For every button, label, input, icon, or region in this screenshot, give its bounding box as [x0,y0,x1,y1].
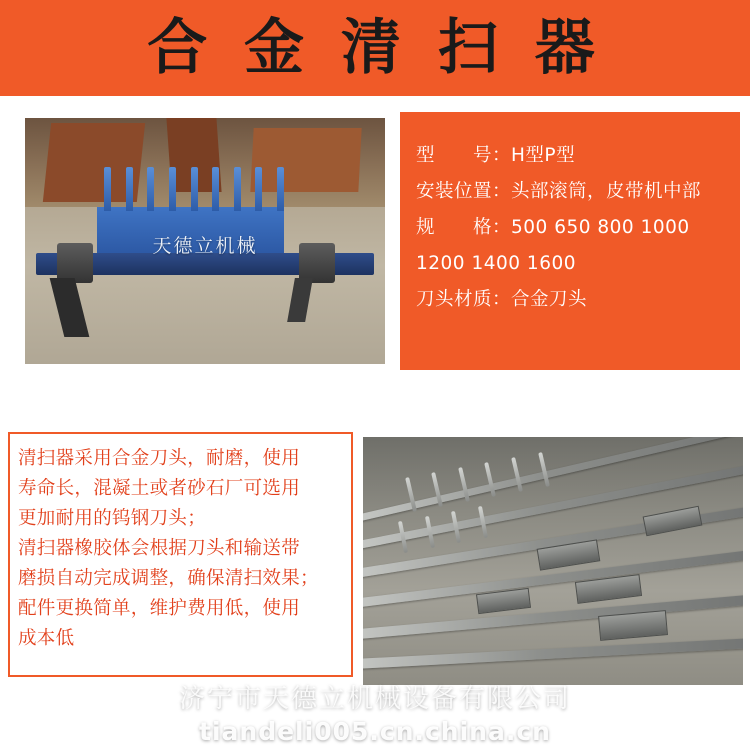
cleaner-tooth [104,167,111,211]
description-line: 清扫器橡胶体会根据刀头和输送带 [18,537,301,559]
cleaner-tooth [191,167,198,211]
spec-sizes-line1: 规 格：500 650 800 1000 [416,217,690,239]
footer-watermark [0,678,750,746]
description-line: 更加耐用的钨钢刀头； [18,507,207,529]
spec-blade-material: 刀头材质：合金刀头 [416,289,588,311]
cleaner-tooth [234,167,241,211]
photo-watermark: 天德立机械 [152,235,258,258]
page-title: 合 金 清 扫 器 [147,13,603,83]
description-line: 成本低 [18,627,75,649]
product-photo-stack [363,437,743,685]
cleaner-tooth [126,167,133,211]
spec-install-position: 安装位置：头部滚筒，皮带机中部 [416,181,702,203]
description-line: 清扫器采用合金刀头，耐磨，使用 [18,448,301,469]
cleaner-tooth [169,167,176,211]
photo-wood-plank-3 [250,128,361,192]
cleaner-tooth [147,167,154,211]
cleaner-tooth [255,167,262,211]
cleaner-tooth [277,167,284,211]
product-photo-main [22,115,388,367]
description-box [8,432,353,677]
description-line: 磨损自动完成调整，确保清扫效果； [18,567,319,589]
company-name: 济宁市天德立机械设备有限公司 [178,684,571,714]
header-banner [0,0,750,96]
cleaner-tooth [212,167,219,211]
description-line: 寿命长，混凝土或者砂石厂可选用 [18,477,301,499]
spec-model: 型 号：H型P型 [416,145,576,166]
spec-sizes-line2: 1200 1400 1600 [416,253,577,275]
website-url: tiandeli005.cn.china.cn [199,717,551,746]
specification-box [400,112,740,370]
description-line: 配件更换简单，维护费用低，使用 [18,597,301,619]
